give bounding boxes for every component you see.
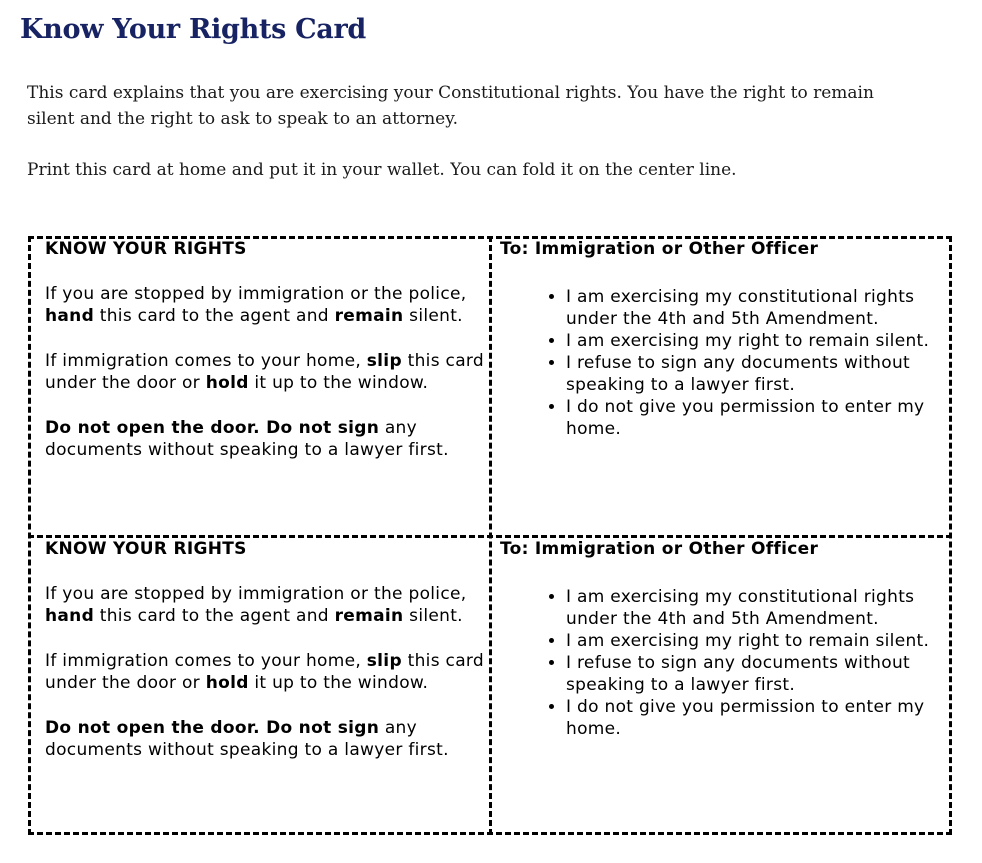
do-not-open-warning: Do not open the door. Do not sign any documents without speaking to a lawyer first. [45, 718, 449, 760]
list-item: • I am exercising my right to remain silent. [566, 630, 945, 652]
card-heading: KNOW YOUR RIGHTS [45, 539, 247, 559]
intro-paragraph: This card explains that you are exercising your Constitutional rights. You have the right to remain silent and the right to ask to speak to an attorney. [27, 83, 874, 129]
list-item: • I am exercising my constitutional rights under the 4th and 5th Amendment. [566, 586, 945, 630]
home-instructions: If immigration comes to your home, slip this card under the door or hold it up to the window. [45, 351, 484, 393]
list-item: • I refuse to sign any documents without speaking to a lawyer first. [566, 652, 945, 696]
card-recipient-heading: To: Immigration or Other Officer [500, 539, 819, 559]
stopped-instructions: If you are stopped by immigration or the police, hand this card to the agent and remain silent. [45, 584, 467, 626]
do-not-open-warning: Do not open the door. Do not sign any documents without speaking to a lawyer first. [45, 418, 449, 460]
card-back-panel [500, 238, 945, 440]
list-item: • I am exercising my constitutional rights under the 4th and 5th Amendment. [566, 286, 945, 330]
card-front-panel [45, 238, 485, 484]
card-front-panel [45, 538, 485, 784]
print-instructions: Print this card at home and put it in your wallet. You can fold it on the center line. [27, 160, 737, 180]
list-item: • I do not give you permission to enter my home. [566, 396, 945, 440]
list-item: • I do not give you permission to enter my home. [566, 696, 945, 740]
home-instructions: If immigration comes to your home, slip this card under the door or hold it up to the window. [45, 651, 484, 693]
card-recipient-heading: To: Immigration or Other Officer [500, 239, 819, 259]
rights-list [500, 586, 945, 740]
list-item: • I refuse to sign any documents without speaking to a lawyer first. [566, 352, 945, 396]
rights-list [500, 286, 945, 440]
card-heading: KNOW YOUR RIGHTS [45, 239, 247, 259]
stopped-instructions: If you are stopped by immigration or the police, hand this card to the agent and remain silent. [45, 284, 467, 326]
list-item: • I am exercising my right to remain silent. [566, 330, 945, 352]
card-back-panel [500, 538, 945, 740]
page-title: Know Your Rights Card [20, 14, 367, 45]
